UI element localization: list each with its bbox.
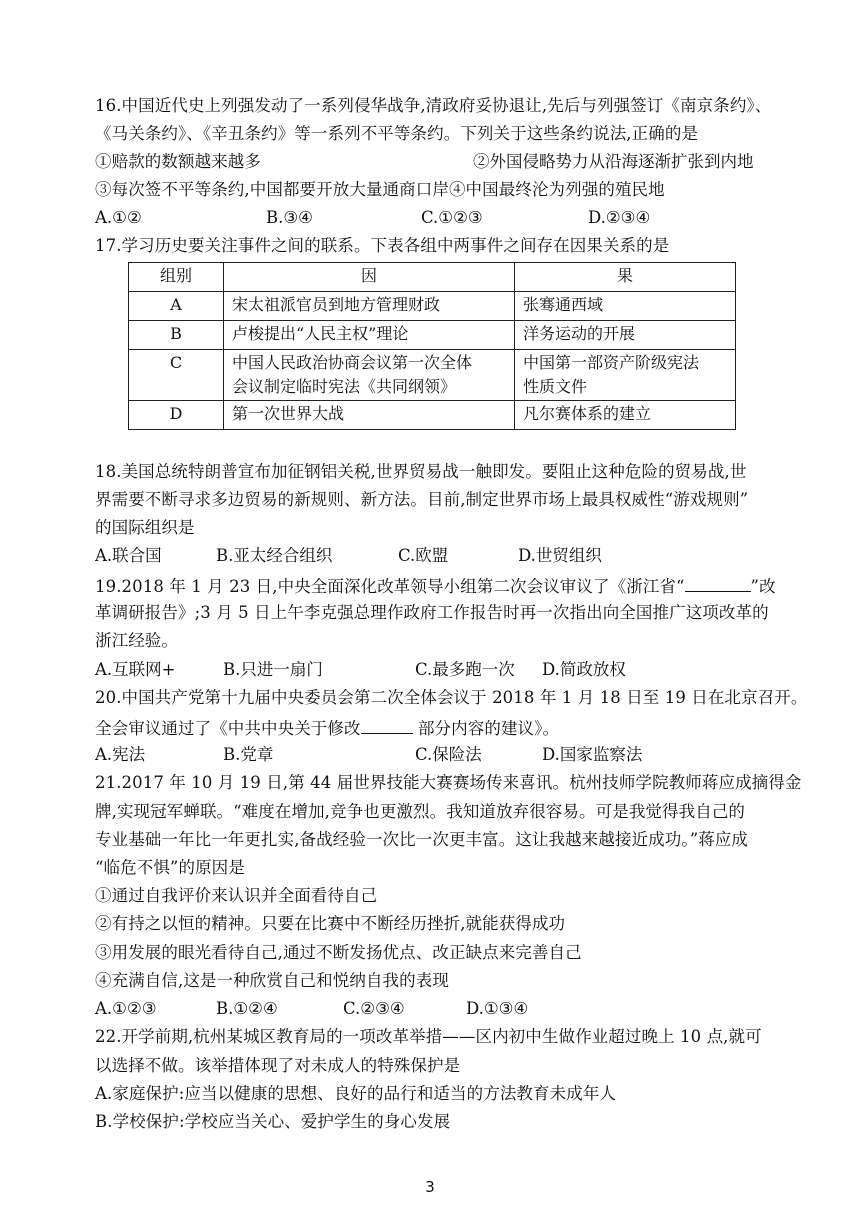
answer-blank <box>685 575 751 592</box>
q16-stem-line1: 16.中国近代史上列强发动了一系列侵华战争,清政府妥协退让,先后与列强签订《南京条约》、 <box>95 96 772 115</box>
table-cell-effect: 凡尔赛体系的建立 <box>515 401 736 430</box>
table-row <box>129 321 736 350</box>
q16-option-c: C.①②③ <box>421 208 483 227</box>
q21-option-c: C.②③④ <box>343 999 405 1018</box>
table-cell-cause <box>224 350 515 401</box>
q19-stem-text-b: ”改 <box>750 577 776 596</box>
q21-item-4: ④充满自信,这是一种欣赏自己和悦纳自我的表现 <box>95 971 449 990</box>
table-header-cause: 因 <box>224 263 515 292</box>
table-cell-cause: 宋太祖派官员到地方管理财政 <box>224 292 515 321</box>
table-row <box>129 401 736 430</box>
q21-option-d: D.①③④ <box>466 999 529 1018</box>
q18-stem-line3: 的国际组织是 <box>95 518 195 537</box>
answer-blank <box>361 717 413 734</box>
q20-option-d: D.国家监察法 <box>542 745 643 764</box>
q16-item-1: ①赔款的数额越来越多 <box>95 152 261 171</box>
q19-stem-line3: 浙江经验。 <box>95 631 178 650</box>
q19-option-b: B.只进一扇门 <box>223 660 323 679</box>
q20-stem-text-a: 全会审议通过了《中共中央关于修改 <box>95 719 361 738</box>
q16-option-d: D.②③④ <box>588 208 651 227</box>
cause-line1: 中国人民政治协商会议第一次全体 <box>232 353 473 372</box>
q18-stem-line2: 界需要不断寻求多边贸易的新规则、新方法。目前,制定世界市场上最具权威性“游戏规则” <box>95 490 749 509</box>
q19-option-a: A.互联网+ <box>95 660 176 679</box>
table-cell-effect: 张骞通西域 <box>515 292 736 321</box>
q20-option-a: A.宪法 <box>95 745 146 764</box>
q22-option-a: A.家庭保护:应当以健康的思想、良好的品行和适当的方法教育未成年人 <box>95 1084 617 1103</box>
table-row <box>129 292 736 321</box>
q21-stem-line1: 21.2017 年 10 月 19 日,第 44 届世界技能大赛赛场传来喜讯。杭州技师学院教师蒋应成摘得金 <box>95 773 802 792</box>
q20-stem-line2 <box>95 717 559 739</box>
table-header-group: 组别 <box>129 263 224 292</box>
q21-item-3: ③用发展的眼光看待自己,通过不断发扬优点、改正缺点来完善自己 <box>95 943 582 962</box>
effect-line2: 性质文件 <box>523 377 588 396</box>
q18-option-d: D.世贸组织 <box>518 546 602 565</box>
q21-item-1: ①通过自我评价来认识并全面看待自己 <box>95 886 378 905</box>
q21-stem-line2: 牌,实现冠军蝉联。“难度在增加,竞争也更激烈。我知道放弃很容易。可是我觉得我自己的 <box>95 802 746 821</box>
q20-option-c: C.保险法 <box>415 745 482 764</box>
q19-option-d: D.简政放权 <box>542 660 626 679</box>
table-cell-cause: 卢梭提出“人民主权”理论 <box>224 321 515 350</box>
table-row <box>129 350 736 401</box>
q16-item-2: ②外国侵略势力从沿海逐渐扩张到内地 <box>473 152 754 171</box>
q20-stem-line1: 20.中国共产党第十九届中央委员会第二次全体会议于 2018 年 1 月 18 日至 19 日在北京召开。 <box>95 688 808 707</box>
q19-stem-text-a: 19.2018 年 1 月 23 日,中央全面深化改革领导小组第二次会议审议了《浙江省“ <box>95 577 685 596</box>
q19-option-c: C.最多跑一次 <box>415 660 515 679</box>
cause-line2: 会议制定临时宪法《共同纲领》 <box>232 377 457 396</box>
q18-option-b: B.亚太经合组织 <box>216 546 333 565</box>
q19-stem-line1 <box>95 575 776 597</box>
q21-option-b: B.①②④ <box>216 999 278 1018</box>
q18-option-c: C.欧盟 <box>398 546 449 565</box>
q19-stem-line2: 革调研报告》;3 月 5 日上午李克强总理作政府工作报告时再一次指出向全国推广这项改革的 <box>95 603 769 622</box>
table-cell-cause: 第一次世界大战 <box>224 401 515 430</box>
table-cell-group: C <box>129 350 224 401</box>
q17-table <box>128 262 736 430</box>
q20-stem-text-b: 部分内容的建议》。 <box>412 719 560 738</box>
q22-option-b: B.学校保护:学校应当关心、爱护学生的身心发展 <box>95 1112 451 1131</box>
effect-line1: 中国第一部资产阶级宪法 <box>523 353 700 372</box>
table-cell-group: A <box>129 292 224 321</box>
q21-stem-line3: 专业基础一年比一年更扎实,备战经验一次比一次更丰富。这让我越来越接近成功。”蒋应成 <box>95 830 749 849</box>
q21-stem-line4: “临危不惧”的原因是 <box>95 858 245 877</box>
table-cell-effect: 洋务运动的开展 <box>515 321 736 350</box>
q18-option-a: A.联合国 <box>95 546 162 565</box>
q20-option-b: B.党章 <box>223 745 274 764</box>
q22-stem-line1: 22.开学前期,杭州某城区教育局的一项改革举措——区内初中生做作业超过晚上 10 点,就可 <box>95 1027 762 1046</box>
table-cell-group: D <box>129 401 224 430</box>
q21-option-a: A.①②③ <box>95 999 157 1018</box>
q21-item-2: ②有持之以恒的精神。只要在比赛中不断经历挫折,就能获得成功 <box>95 914 566 933</box>
table-header-effect: 果 <box>515 263 736 292</box>
q16-option-a: A.①② <box>95 208 142 227</box>
page-number: 3 <box>425 1178 435 1196</box>
q18-stem-line1: 18.美国总统特朗普宣布加征钢铝关税,世界贸易战一触即发。要阻止这种危险的贸易战,世 <box>95 462 747 481</box>
q16-stem-line2: 《马关条约》、《辛丑条约》等一系列不平等条约。下列关于这些条约说法,正确的是 <box>95 124 699 143</box>
q22-stem-line2: 以选择不做。该举措体现了对未成人的特殊保护是 <box>95 1056 461 1075</box>
table-cell-group: B <box>129 321 224 350</box>
q16-option-b: B.③④ <box>266 208 313 227</box>
table-cell-effect <box>515 350 736 401</box>
q16-item-3: ③每次签不平等条约,中国都要开放大量通商口岸④中国最终沦为列强的殖民地 <box>95 180 665 199</box>
q17-stem: 17.学习历史要关注事件之间的联系。下表各组中两事件之间存在因果关系的是 <box>95 236 670 255</box>
table-header-row <box>129 263 736 292</box>
